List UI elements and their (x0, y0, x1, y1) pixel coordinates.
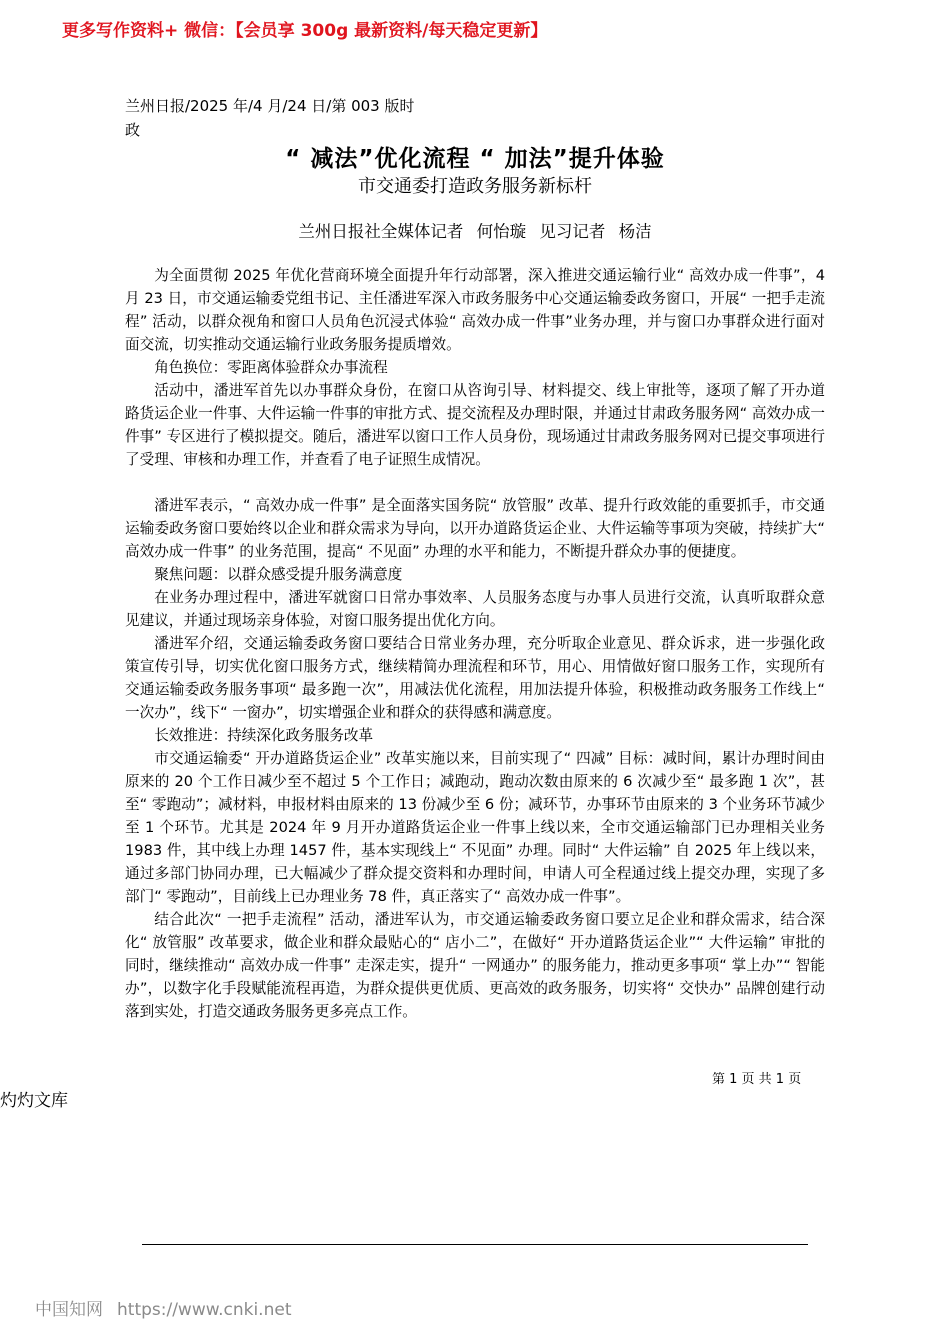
wenku-label: 灼灼文库 (0, 1091, 68, 1111)
article-subtitle: 市交通委打造政务服务新标杆 (358, 176, 592, 197)
paragraph: 潘进军表示，“ 高效办成一件事” 是全面落实国务院“ 放管服” 改革、提升行政效能的重要抓手，市交通运输委政务窗口要始终以企业和群众需求为导向，以开办道路货运企业、大件运输等事项为突破，持续扩大“ 高效办成一件事” 的业务范围，提高“ 不见面” 办理的水平和能力，不断提升群众办事的便捷度。 (125, 497, 825, 560)
paragraph: 在业务办理过程中，潘进军就窗口日常办事效率、人员服务态度与办事人员进行交流，认真听取群众意见建议，并通过现场亲身体验，对窗口服务提出优化方向。 (125, 589, 825, 629)
footer-divider (142, 1244, 808, 1245)
source-line: 兰州日报/2025 年/4 月/24 日/第 003 版时政 (125, 97, 415, 139)
cnki-site-name: 中国知网 (35, 1300, 103, 1320)
section-heading: 聚焦问题：以群众感受提升服务满意度 (154, 566, 403, 583)
paragraph: 潘进军介绍，交通运输委政务窗口要结合日常业务办理，充分听取企业意见、群众诉求，进一步强化政策宣传引导，切实优化窗口服务方式，继续精简办理流程和环节，用心、用情做好窗口服务工作，实现所有交通运输委政务服务事项“ 最多跑一次”，用减法优化流程，用加法提升体验，积极推动政务服务工作线上“ 一次办”，线下“ 一窗办”，切实增强企业和群众的获得感和满意度。 (125, 635, 825, 721)
paragraph: 市交通运输委“ 开办道路货运企业” 改革实施以来，目前实现了“ 四减” 目标：减时间，累计办理时间由原来的 20 个工作日减少至不超过 5 个工作日；减跑动，跑动次数由原来的 6 次减少至“ 最多跑 1 次”，甚至“ 零跑动”；减材料，申报材料由原来的 13 份减少至 6 份；减环节，办事环节由原来的 3 个业务环节减少至 1 个环节。尤其是 2024 年 9 月开办道路货运企业一件事上线以来，全市交通运输部门已办理相关业务 1983 件，其中线上办理 1457 件，基本实现线上“ 不见面” 办理。同时“ 大件运输” 自 2025 年上线以来，通过多部门协同办理，已大幅减少了群众提交资料和办理时间，申请人可全程通过线上提交办理，实现了多部门“ 零跑动”，目前线上已办理业务 78 件，真正落实了“ 高效办成一件事”。 (125, 750, 825, 905)
article-title: “ 减法”优化流程 “ 加法”提升体验 (285, 146, 665, 172)
paragraph: 活动中，潘进军首先以办事群众身份，在窗口从咨询引导、材料提交、线上审批等，逐项了解了开办道路货运企业一件事、大件运输一件事的审批方式、提交流程及办理时限，并通过甘肃政务服务网“ 高效办成一件事” 专区进行了模拟提交。随后，潘进军以窗口工作人员身份，现场通过甘肃政务服务网对已提交事项进行了受理、审核和办理工作，并查看了电子证照生成情况。 (125, 382, 825, 468)
article-body (125, 264, 825, 1023)
page-number: 第 1 页 共 1 页 (712, 1072, 802, 1087)
section-heading: 角色换位：零距离体验群众办事流程 (154, 359, 388, 376)
cnki-footer (35, 1295, 305, 1320)
paragraph: 结合此次“ 一把手走流程” 活动，潘进军认为，市交通运输委政务窗口要立足企业和群众需求，结合深化“ 放管服” 改革要求，做企业和群众最贴心的“ 店小二”，在做好“ 开办道路货运企业”“ 大件运输” 审批的同时，继续推动“ 高效办成一件事” 走深走实，提升“ 一网通办” 的服务能力，推动更多事项“ 掌上办”“ 智能办”，以数字化手段赋能流程再造，为群众提供更优质、更高效的政务服务，切实将“ 交快办” 品牌创建行动落到实处，打造交通政务服务更多亮点工作。 (125, 911, 825, 1020)
paragraph: 为全面贯彻 2025 年优化营商环境全面提升年行动部署，深入推进交通运输行业“ 高效办成一件事”，4 月 23 日，市交通运输委党组书记、主任潘进军深入市政务服务中心交通运输委政务窗口，开展“ 一把手走流程” 活动，以群众视角和窗口人员角色沉浸式体验“ 高效办成一件事”业务办理，并与窗口办事群众进行面对面交流，切实推动交通运输行业政务服务提质增效。 (125, 267, 825, 353)
cnki-url[interactable]: https://www.cnki.net (117, 1300, 292, 1320)
article-byline: 兰州日报社全媒体记者 何怡璇 见习记者 杨洁 (298, 222, 652, 241)
section-heading: 长效推进：持续深化政务服务改革 (154, 727, 374, 744)
promo-banner: 更多写作资料+ 微信：【会员享 300g 最新资料/每天稳定更新】 (62, 21, 548, 41)
